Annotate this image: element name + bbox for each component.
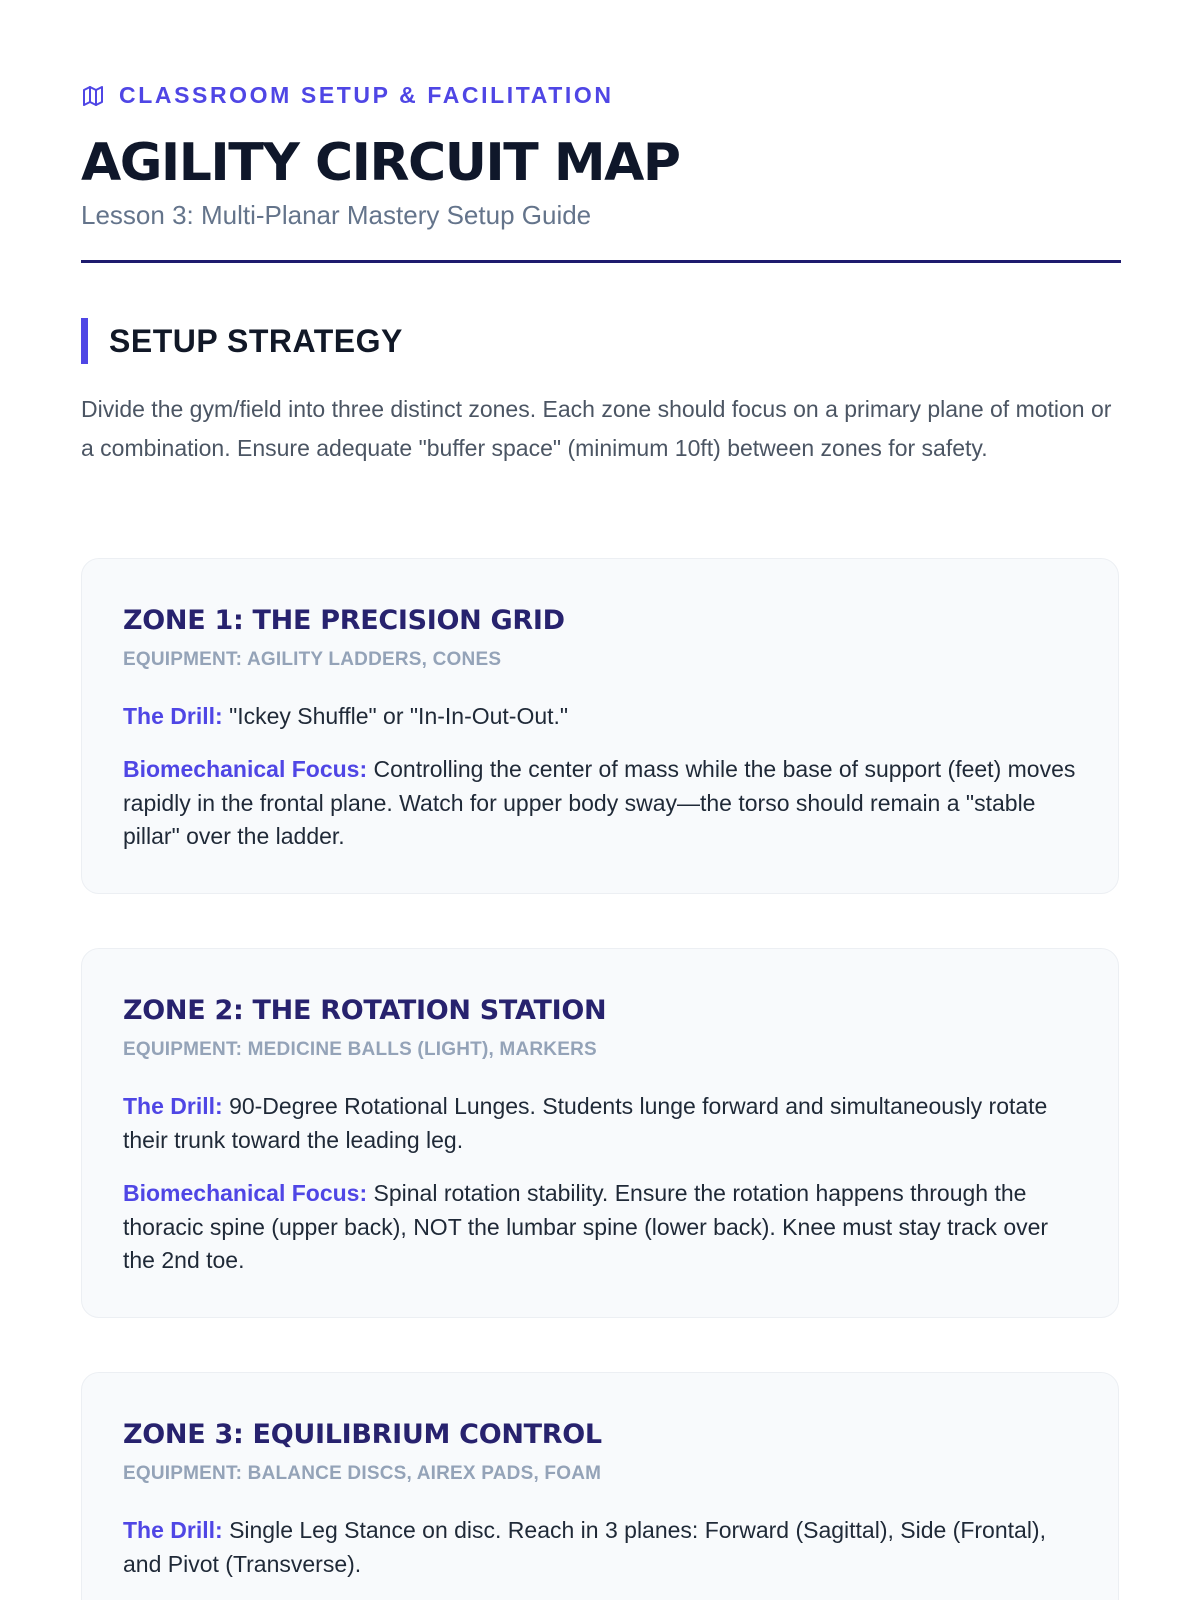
section-accent-bar	[81, 318, 88, 364]
drill-label: The Drill:	[123, 1093, 223, 1119]
map-icon	[81, 84, 105, 108]
zone-title: ZONE 1: THE PRECISION GRID	[123, 605, 565, 636]
focus-text: Spinal rotation stability. Ensure the rotation happens through the thoracic spine (upper back), NOT the lumbar spine (lower back). Knee must stay track over the 2nd toe.	[123, 1180, 1049, 1273]
section-kicker	[81, 82, 614, 109]
drill-label: The Drill:	[123, 703, 223, 729]
zone-card-3	[81, 1372, 1119, 1600]
zone-drill	[123, 1514, 1083, 1581]
zone-drill	[123, 1090, 1083, 1157]
setup-strategy-heading	[81, 318, 403, 364]
zone-card-2	[81, 948, 1119, 1318]
drill-text: "Ickey Shuffle" or "In-In-Out-Out."	[229, 703, 569, 729]
kicker-text: CLASSROOM SETUP & FACILITATION	[119, 82, 614, 108]
setup-strategy-text: Divide the gym/field into three distinct zones. Each zone should focus on a primary plane of motion or a combination. Ensure adequate "buffer space" (minimum 10ft) between zones for safety.	[81, 396, 1112, 461]
zone-title: ZONE 2: THE ROTATION STATION	[123, 995, 607, 1026]
focus-text: Controlling the center of mass while the base of support (feet) moves rapidly in the frontal plane. Watch for upper body sway—the torso should remain a "stable pillar" over the ladder.	[123, 756, 1076, 849]
drill-label: The Drill:	[123, 1517, 223, 1543]
header-divider	[81, 260, 1121, 263]
zone-focus	[123, 1177, 1083, 1278]
page-subtitle: Lesson 3: Multi-Planar Mastery Setup Guide	[81, 200, 592, 230]
focus-label: Biomechanical Focus:	[123, 1180, 368, 1206]
zone-card-1	[81, 558, 1119, 894]
zone-equipment: EQUIPMENT: BALANCE DISCS, AIREX PADS, FOAM	[123, 1463, 602, 1484]
zone-drill	[123, 700, 1083, 734]
focus-label: Biomechanical Focus:	[123, 756, 368, 782]
section-title: SETUP STRATEGY	[109, 322, 403, 359]
page-title: AGILITY CIRCUIT MAP	[81, 133, 680, 193]
drill-text: 90-Degree Rotational Lunges. Students lunge forward and simultaneously rotate their trunk toward the leading leg.	[123, 1093, 1048, 1153]
zone-focus	[123, 753, 1083, 854]
drill-text: Single Leg Stance on disc. Reach in 3 planes: Forward (Sagittal), Side (Frontal), and Pivot (Transverse).	[123, 1517, 1046, 1577]
zone-equipment: EQUIPMENT: AGILITY LADDERS, CONES	[123, 649, 502, 670]
zone-title: ZONE 3: EQUILIBRIUM CONTROL	[123, 1419, 602, 1450]
zone-equipment: EQUIPMENT: MEDICINE BALLS (LIGHT), MARKERS	[123, 1039, 597, 1060]
